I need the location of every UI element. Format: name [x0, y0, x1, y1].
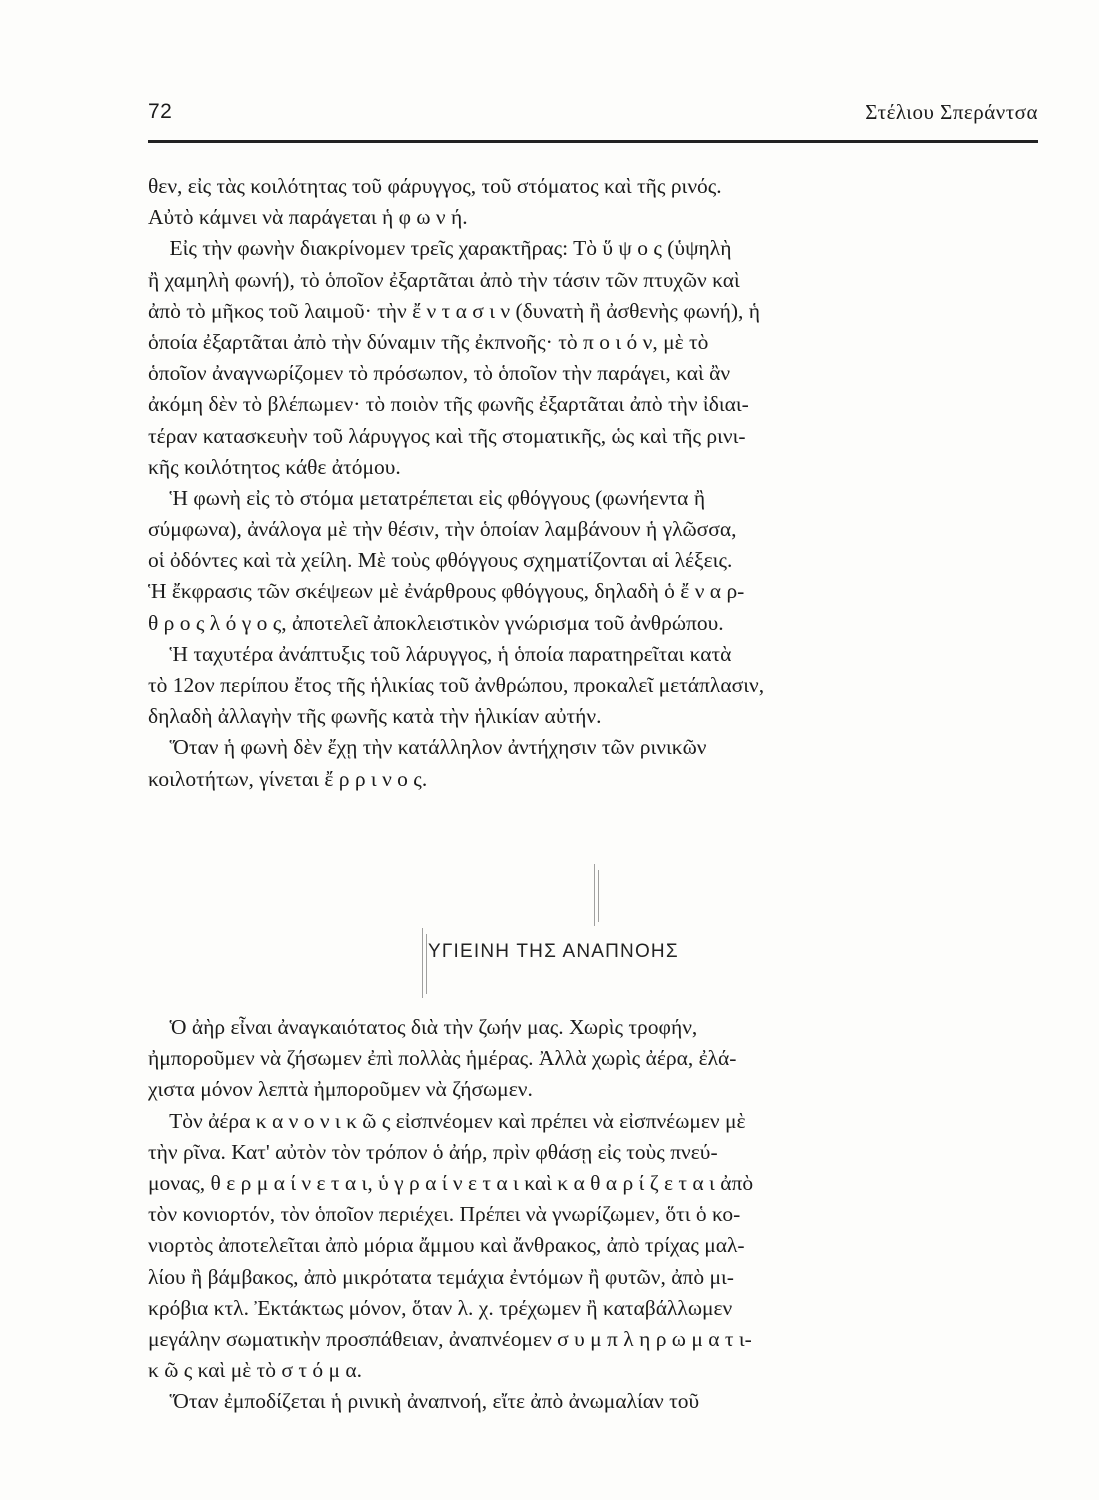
text-line: Ἡ φωνὴ εἰς τὸ στόμα μετατρέπεται εἰς φθόγγους (φωνήεντα ἢ — [148, 485, 706, 510]
header-rule — [148, 140, 1038, 143]
text-line: Ὅταν ἐμποδίζεται ἡ ρινικὴ ἀναπνοή, εἴτε ἀπὸ ἀνωμαλίαν τοῦ — [148, 1389, 700, 1414]
text-line: ἀπὸ τὸ μῆκος τοῦ λαιμοῦ· τὴν ἔ ν τ α σ ι ν (δυνατὴ ἢ ἀσθενὴς φωνή), ἡ — [148, 298, 760, 323]
text-line: ὁποῖον ἀναγνωρίζομεν τὸ πρόσωπον, τὸ ὁποῖον τὴν παράγει, καὶ ἂν — [148, 361, 731, 386]
text-line: μεγάλην σωματικὴν προσπάθειαν, ἀναπνέομεν σ υ μ π λ η ρ ω μ α τ ι- — [148, 1326, 752, 1351]
text-line: σύμφωνα), ἀνάλογα μὲ τὴν θέσιν, τὴν ὁποίαν λαμβάνουν ἡ γλῶσσα, — [148, 517, 737, 542]
text-line: ἀκόμη δὲν τὸ βλέπωμεν· τὸ ποιὸν τῆς φωνῆς ἐξαρτᾶται ἀπὸ τὴν ἰδιαι- — [148, 392, 749, 417]
section-heading: ΥΓΙΕΙΝΗ ΤΗΣ ΑΝΑΠΝΟΗΣ — [428, 941, 679, 962]
text-line: Ὁ ἀὴρ εἶναι ἀναγκαιότατος διὰ τὴν ζωήν μας. Χωρὶς τροφήν, — [148, 1015, 698, 1039]
text-line: τὸ 12ον περίπου ἔτος τῆς ἡλικίας τοῦ ἀνθρώπου, προκαλεῖ μετάπλασιν, — [148, 673, 765, 697]
text-line: Ἡ ταχυτέρα ἀνάπτυξις τοῦ λάρυγγος, ἡ ὁποία παρατηρεῖται κατὰ — [148, 641, 732, 666]
text-line: Ὅταν ἡ φωνὴ δὲν ἔχῃ τὴν κατάλληλον ἀντήχησιν τῶν ρινικῶν — [148, 735, 707, 760]
running-title: Στέλιου Σπεράντσα — [865, 100, 1038, 124]
text-line: δηλαδὴ ἀλλαγὴν τῆς φωνῆς κατὰ τὴν ἡλικίαν αὐτήν. — [148, 704, 602, 729]
text-line: τὸν κονιορτόν, τὸν ὁποῖον περιέχει. Πρέπει νὰ γνωρίζωμεν, ὅτι ὁ κο- — [148, 1202, 741, 1227]
text-line: Εἰς τὴν φωνὴν διακρίνομεν τρεῖς χαρακτῆρας: Τὸ ὕ ψ ο ς (ὑψηλὴ — [148, 236, 732, 261]
text-line: κρόβια κτλ. Ἐκτάκτως μόνον, ὅταν λ. χ. τρέχωμεν ἢ καταβάλλωμεν — [148, 1295, 733, 1320]
text-line: κῆς κοιλότητος κάθε ἀτόμου. — [148, 454, 401, 479]
text-line: ἠμποροῦμεν νὰ ζήσωμεν ἐπὶ πολλὰς ἡμέρας. Ἀλλὰ χωρὶς ἀέρα, ἐλά- — [148, 1046, 737, 1071]
text-line: ὁποία ἐξαρτᾶται ἀπὸ τὴν δύναμιν τῆς ἐκπνοῆς· τὸ π ο ι ό ν, μὲ τὸ — [148, 329, 709, 354]
page-header — [148, 100, 1038, 132]
text-line: Ἡ ἔκφρασις τῶν σκέψεων μὲ ἐνάρθρους φθόγγους, δηλαδὴ ὁ ἔ ν α ρ- — [148, 579, 745, 604]
text-line: τέραν κατασκευὴν τοῦ λάρυγγος καὶ τῆς στοματικῆς, ὡς καὶ τῆς ρινι- — [148, 423, 746, 448]
text-line: θεν, εἰς τὰς κοιλότητας τοῦ φάρυγγος, τοῦ στόματος καὶ τῆς ρινός. — [148, 174, 722, 198]
text-line: κοιλοτήτων, γίνεται ἔ ρ ρ ι ν ο ς. — [148, 766, 428, 791]
text-line: χιστα μόνον λεπτὰ ἠμποροῦμεν νὰ ζήσωμεν. — [148, 1077, 533, 1102]
pencil-mark — [598, 870, 599, 922]
text-line: Αὐτὸ κάμνει νὰ παράγεται ἡ φ ω ν ή. — [148, 205, 468, 230]
text-line: μονας, θ ε ρ μ α ί ν ε τ α ι, ὑ γ ρ α ί ν ε τ α ι καὶ κ α θ α ρ ί ζ ε τ α ι ἀπὸ — [148, 1170, 754, 1195]
text-line: τὴν ρῖνα. Κατ' αὐτὸν τὸν τρόπον ὁ ἀήρ, πρὶν φθάσῃ εἰς τοὺς πνεύ- — [148, 1139, 718, 1164]
text-line: οἱ ὀδόντες καὶ τὰ χείλη. Μὲ τοὺς φθόγγους σχηματίζονται αἱ λέξεις. — [148, 548, 733, 573]
text-block-breathing — [148, 1012, 1040, 1417]
text-line: λίου ἢ βάμβακος, ἀπὸ μικρότατα τεμάχια ἐντόμων ἢ φυτῶν, ἀπὸ μι- — [148, 1264, 734, 1289]
page-number: 72 — [148, 100, 173, 123]
text-block-voice — [148, 171, 1040, 795]
pencil-mark — [594, 864, 595, 926]
text-line: ἢ χαμηλὴ φωνή), τὸ ὁποῖον ἐξαρτᾶται ἀπὸ τὴν τάσιν τῶν πτυχῶν καὶ — [148, 267, 740, 292]
text-line: κ ῶ ς καὶ μὲ τὸ σ τ ό μ α. — [148, 1358, 363, 1383]
text-line: νιορτὸς ἀποτελεῖται ἀπὸ μόρια ἄμμου καὶ ἄνθρακος, ἀπὸ τρίχας μαλ- — [148, 1233, 745, 1258]
pencil-mark — [426, 934, 427, 994]
pencil-mark — [422, 928, 423, 998]
text-line: Τὸν ἀέρα κ α ν ο ν ι κ ῶ ς εἰσπνέομεν καὶ πρέπει νὰ εἰσπνέωμεν μὲ — [148, 1108, 746, 1133]
text-line: θ ρ ο ς λ ό γ ο ς, ἀποτελεῖ ἀποκλειστικὸν γνώρισμα τοῦ ἀνθρώπου. — [148, 610, 724, 635]
